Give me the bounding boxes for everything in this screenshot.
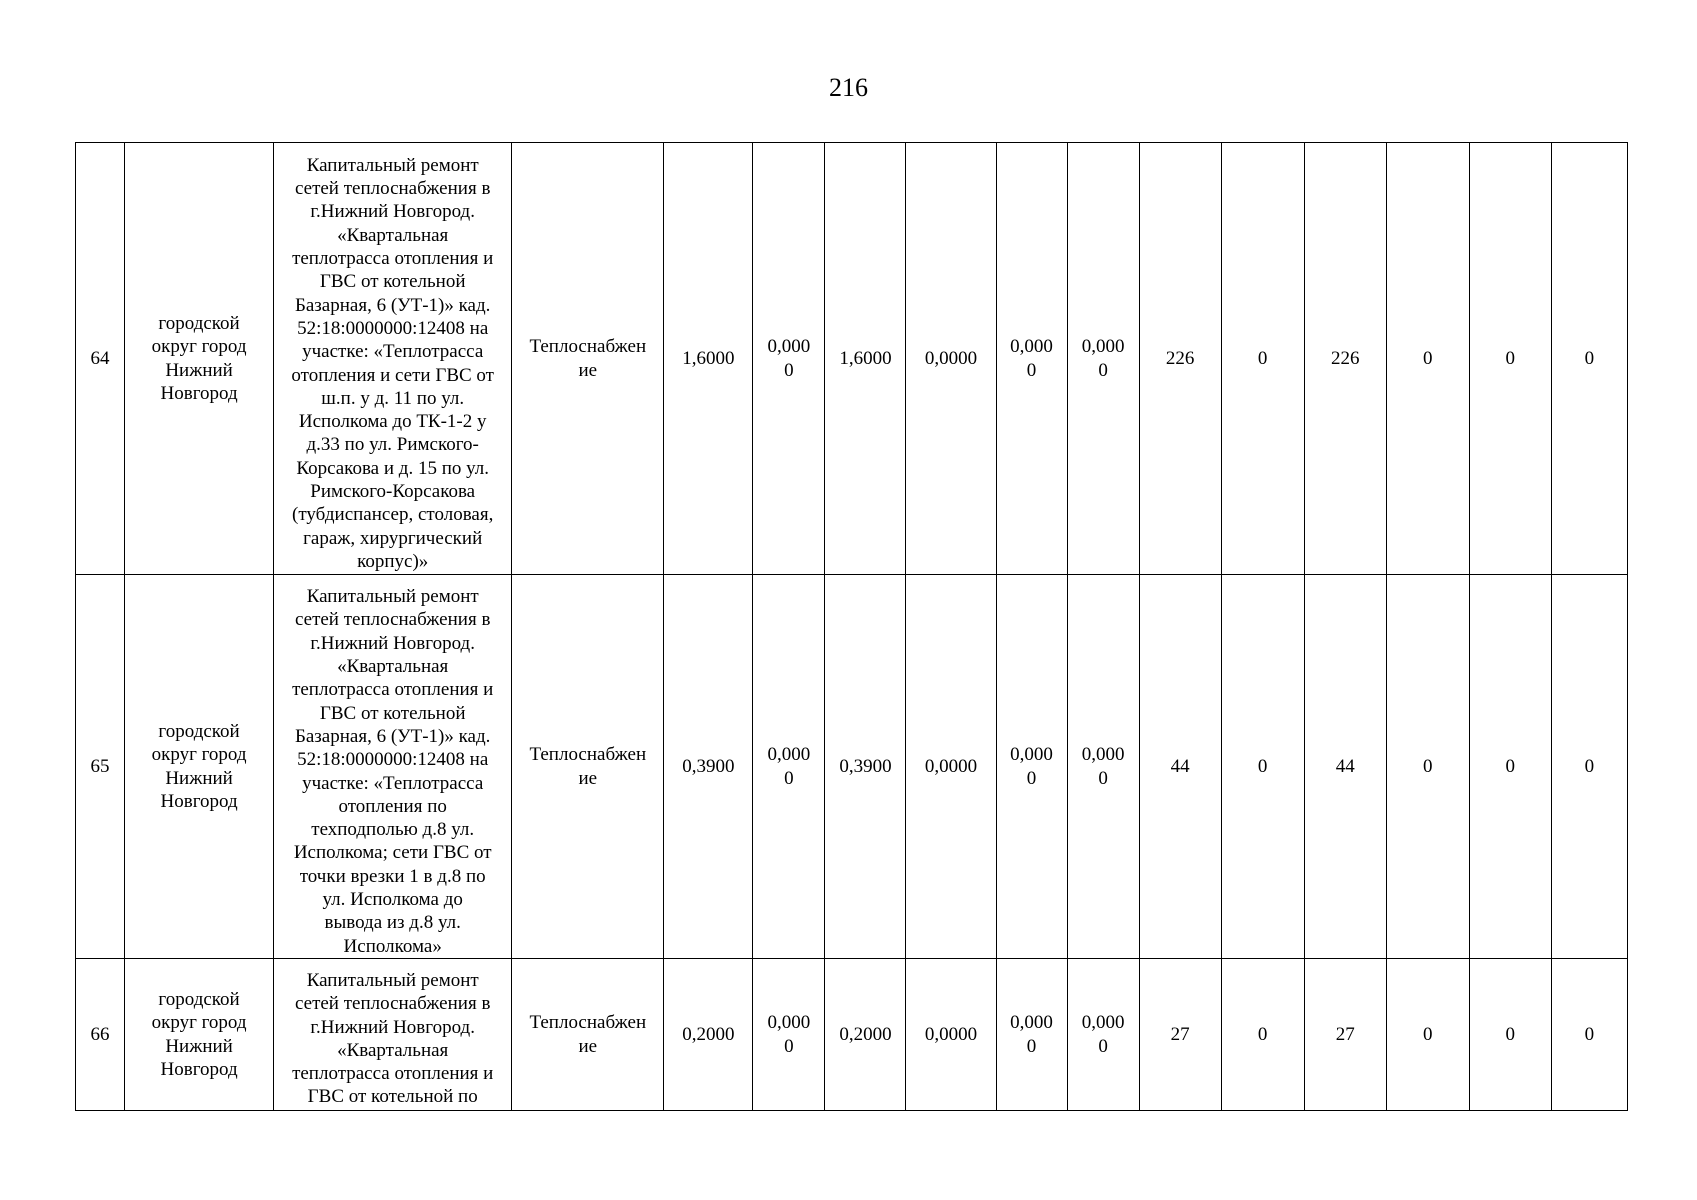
text-line: 0,000	[767, 1012, 811, 1034]
value-cell-8: 0	[1221, 959, 1304, 1111]
text-line: г.Нижний Новгород.	[310, 201, 475, 223]
description-cell	[274, 575, 512, 959]
type-cell	[512, 959, 664, 1111]
text-line: сетей теплоснабжения в	[294, 178, 491, 200]
text-line: 0,000	[1081, 744, 1125, 766]
text-line: 0	[784, 1035, 794, 1057]
value-cell-9: 27	[1304, 959, 1386, 1111]
value-cell-3: 1,6000	[825, 143, 906, 575]
value-cell-1: 1,6000	[664, 143, 753, 575]
text-line: 0	[1026, 359, 1037, 381]
territory-cell	[125, 143, 274, 575]
text-line: округ город	[151, 336, 247, 358]
text-line: «Квартальная	[337, 1039, 449, 1061]
text-line: 0	[784, 359, 794, 381]
text-line: 0	[1098, 767, 1108, 789]
text-line: г.Нижний Новгород.	[310, 632, 475, 654]
text-line: Нижний	[165, 767, 233, 789]
text-line: 0	[784, 767, 794, 789]
text-line: теплотрасса отопления и	[292, 679, 494, 701]
value-cell-4: 0,0000	[906, 959, 996, 1111]
value-cell-8: 0	[1221, 143, 1304, 575]
row-number-cell: 65	[76, 575, 125, 959]
table-row	[76, 575, 1628, 959]
text-line: (тубдиспансер, столовая,	[292, 504, 494, 526]
text-line: сетей теплоснабжения в	[294, 993, 491, 1015]
text-line: участке: «Теплотрасса	[302, 341, 484, 363]
value-cell-6	[1067, 959, 1139, 1111]
value-cell-11: 0	[1469, 959, 1551, 1111]
text-line: городской	[158, 720, 240, 742]
value-cell-11: 0	[1469, 575, 1551, 959]
value-cell-4: 0,0000	[906, 575, 996, 959]
text-line: Новгород	[160, 790, 238, 812]
text-line: Базарная, 6 (УТ-1)» кад.	[294, 725, 491, 747]
value-cell-10: 0	[1386, 575, 1469, 959]
text-line: ие	[578, 1035, 598, 1057]
text-line: Нижний	[165, 1035, 233, 1057]
data-table	[75, 142, 1628, 1111]
type-cell	[512, 575, 664, 959]
text-line: 0,000	[1081, 1012, 1125, 1034]
value-cell-11: 0	[1469, 143, 1551, 575]
text-line: ГВС от котельной	[319, 271, 466, 293]
text-line: отопления и сети ГВС от	[291, 364, 494, 386]
text-line: Капитальный ремонт	[306, 154, 479, 176]
text-line: ш.п. у д. 11 по ул.	[321, 387, 465, 409]
value-cell-6	[1067, 575, 1139, 959]
value-cell-2	[753, 575, 825, 959]
value-cell-6	[1067, 143, 1139, 575]
value-cell-9: 226	[1304, 143, 1386, 575]
text-line: 0	[1098, 359, 1108, 381]
text-line: участке: «Теплотрасса	[302, 772, 484, 794]
value-cell-12: 0	[1551, 959, 1627, 1111]
text-line: 0	[1098, 1035, 1108, 1057]
text-line: городской	[158, 988, 240, 1010]
value-cell-2	[753, 959, 825, 1111]
description-cell	[274, 143, 512, 575]
value-cell-3: 0,2000	[825, 959, 906, 1111]
text-line: Исполкома»	[343, 935, 442, 957]
value-cell-8: 0	[1221, 575, 1304, 959]
text-line: Новгород	[160, 382, 238, 404]
text-line: г.Нижний Новгород.	[310, 1016, 475, 1038]
text-line: 52:18:0000000:12408 на	[297, 749, 489, 771]
text-line: округ город	[151, 1012, 247, 1034]
text-line: 0,000	[1010, 1012, 1053, 1034]
text-line: Базарная, 6 (УТ-1)» кад.	[294, 294, 491, 316]
text-line: точки врезки 1 в д.8 по	[299, 865, 486, 887]
text-line: Исполкома до ТК-1-2 у	[298, 411, 487, 433]
text-line: теплотрасса отопления и	[292, 1063, 494, 1085]
value-cell-1: 0,2000	[664, 959, 753, 1111]
text-line: теплотрасса отопления и	[292, 248, 494, 270]
text-line: Капитальный ремонт	[306, 970, 479, 991]
value-cell-5	[996, 143, 1067, 575]
text-line: Капитальный ремонт	[306, 586, 479, 608]
text-line: 52:18:0000000:12408 на	[297, 317, 489, 339]
text-line: 0,000	[1010, 336, 1053, 358]
value-cell-12: 0	[1551, 575, 1627, 959]
text-line: гараж, хирургический	[303, 527, 483, 549]
text-line: округ город	[151, 744, 247, 766]
text-line: Теплоснабжен	[529, 336, 647, 358]
text-line: ГВС от котельной по	[307, 1086, 478, 1108]
text-line: Теплоснабжен	[529, 1012, 647, 1034]
table-row	[76, 143, 1628, 575]
text-line: ие	[578, 359, 598, 381]
text-line: Теплоснабжен	[529, 744, 647, 766]
text-line: Новгород	[160, 1058, 238, 1080]
text-line: Нижний	[165, 359, 233, 381]
value-cell-5	[996, 959, 1067, 1111]
value-cell-7: 226	[1139, 143, 1221, 575]
text-line: Корсакова и д. 15 по ул.	[296, 457, 490, 479]
value-cell-7: 44	[1139, 575, 1221, 959]
value-cell-12: 0	[1551, 143, 1627, 575]
text-line: 0,000	[767, 744, 811, 766]
value-cell-1: 0,3900	[664, 575, 753, 959]
text-line: ГВС от котельной	[319, 702, 466, 724]
value-cell-4: 0,0000	[906, 143, 996, 575]
text-line: д.33 по ул. Римского-	[306, 434, 479, 456]
value-cell-7: 27	[1139, 959, 1221, 1111]
text-line: «Квартальная	[337, 224, 449, 246]
text-line: техподполью д.8 ул.	[311, 819, 475, 841]
value-cell-5	[996, 575, 1067, 959]
type-cell	[512, 143, 664, 575]
text-line: 0,000	[1081, 336, 1125, 358]
territory-cell	[125, 959, 274, 1111]
description-cell	[274, 959, 512, 1111]
text-line: городской	[158, 312, 240, 334]
text-line: ул. Исполкома до	[322, 888, 463, 910]
table-row	[76, 959, 1628, 1111]
text-line: 0	[1026, 767, 1037, 789]
text-line: ие	[578, 767, 598, 789]
value-cell-2	[753, 143, 825, 575]
value-cell-9: 44	[1304, 575, 1386, 959]
value-cell-10: 0	[1386, 959, 1469, 1111]
value-cell-10: 0	[1386, 143, 1469, 575]
text-line: Римского-Корсакова	[310, 480, 476, 502]
value-cell-3: 0,3900	[825, 575, 906, 959]
row-number-cell: 66	[76, 959, 125, 1111]
territory-cell	[125, 575, 274, 959]
text-line: отопления по	[338, 795, 447, 817]
row-number-cell: 64	[76, 143, 125, 575]
page-number: 216	[829, 73, 868, 102]
text-line: 0	[1026, 1035, 1037, 1057]
table-body	[76, 143, 1628, 1111]
text-line: сетей теплоснабжения в	[294, 609, 491, 631]
text-line: 0,000	[1010, 744, 1053, 766]
text-line: корпус)»	[357, 550, 429, 572]
text-line: «Квартальная	[337, 656, 449, 678]
text-line: вывода из д.8 ул.	[324, 912, 461, 934]
text-line: Исполкома; сети ГВС от	[293, 842, 492, 864]
text-line: 0,000	[767, 336, 811, 358]
